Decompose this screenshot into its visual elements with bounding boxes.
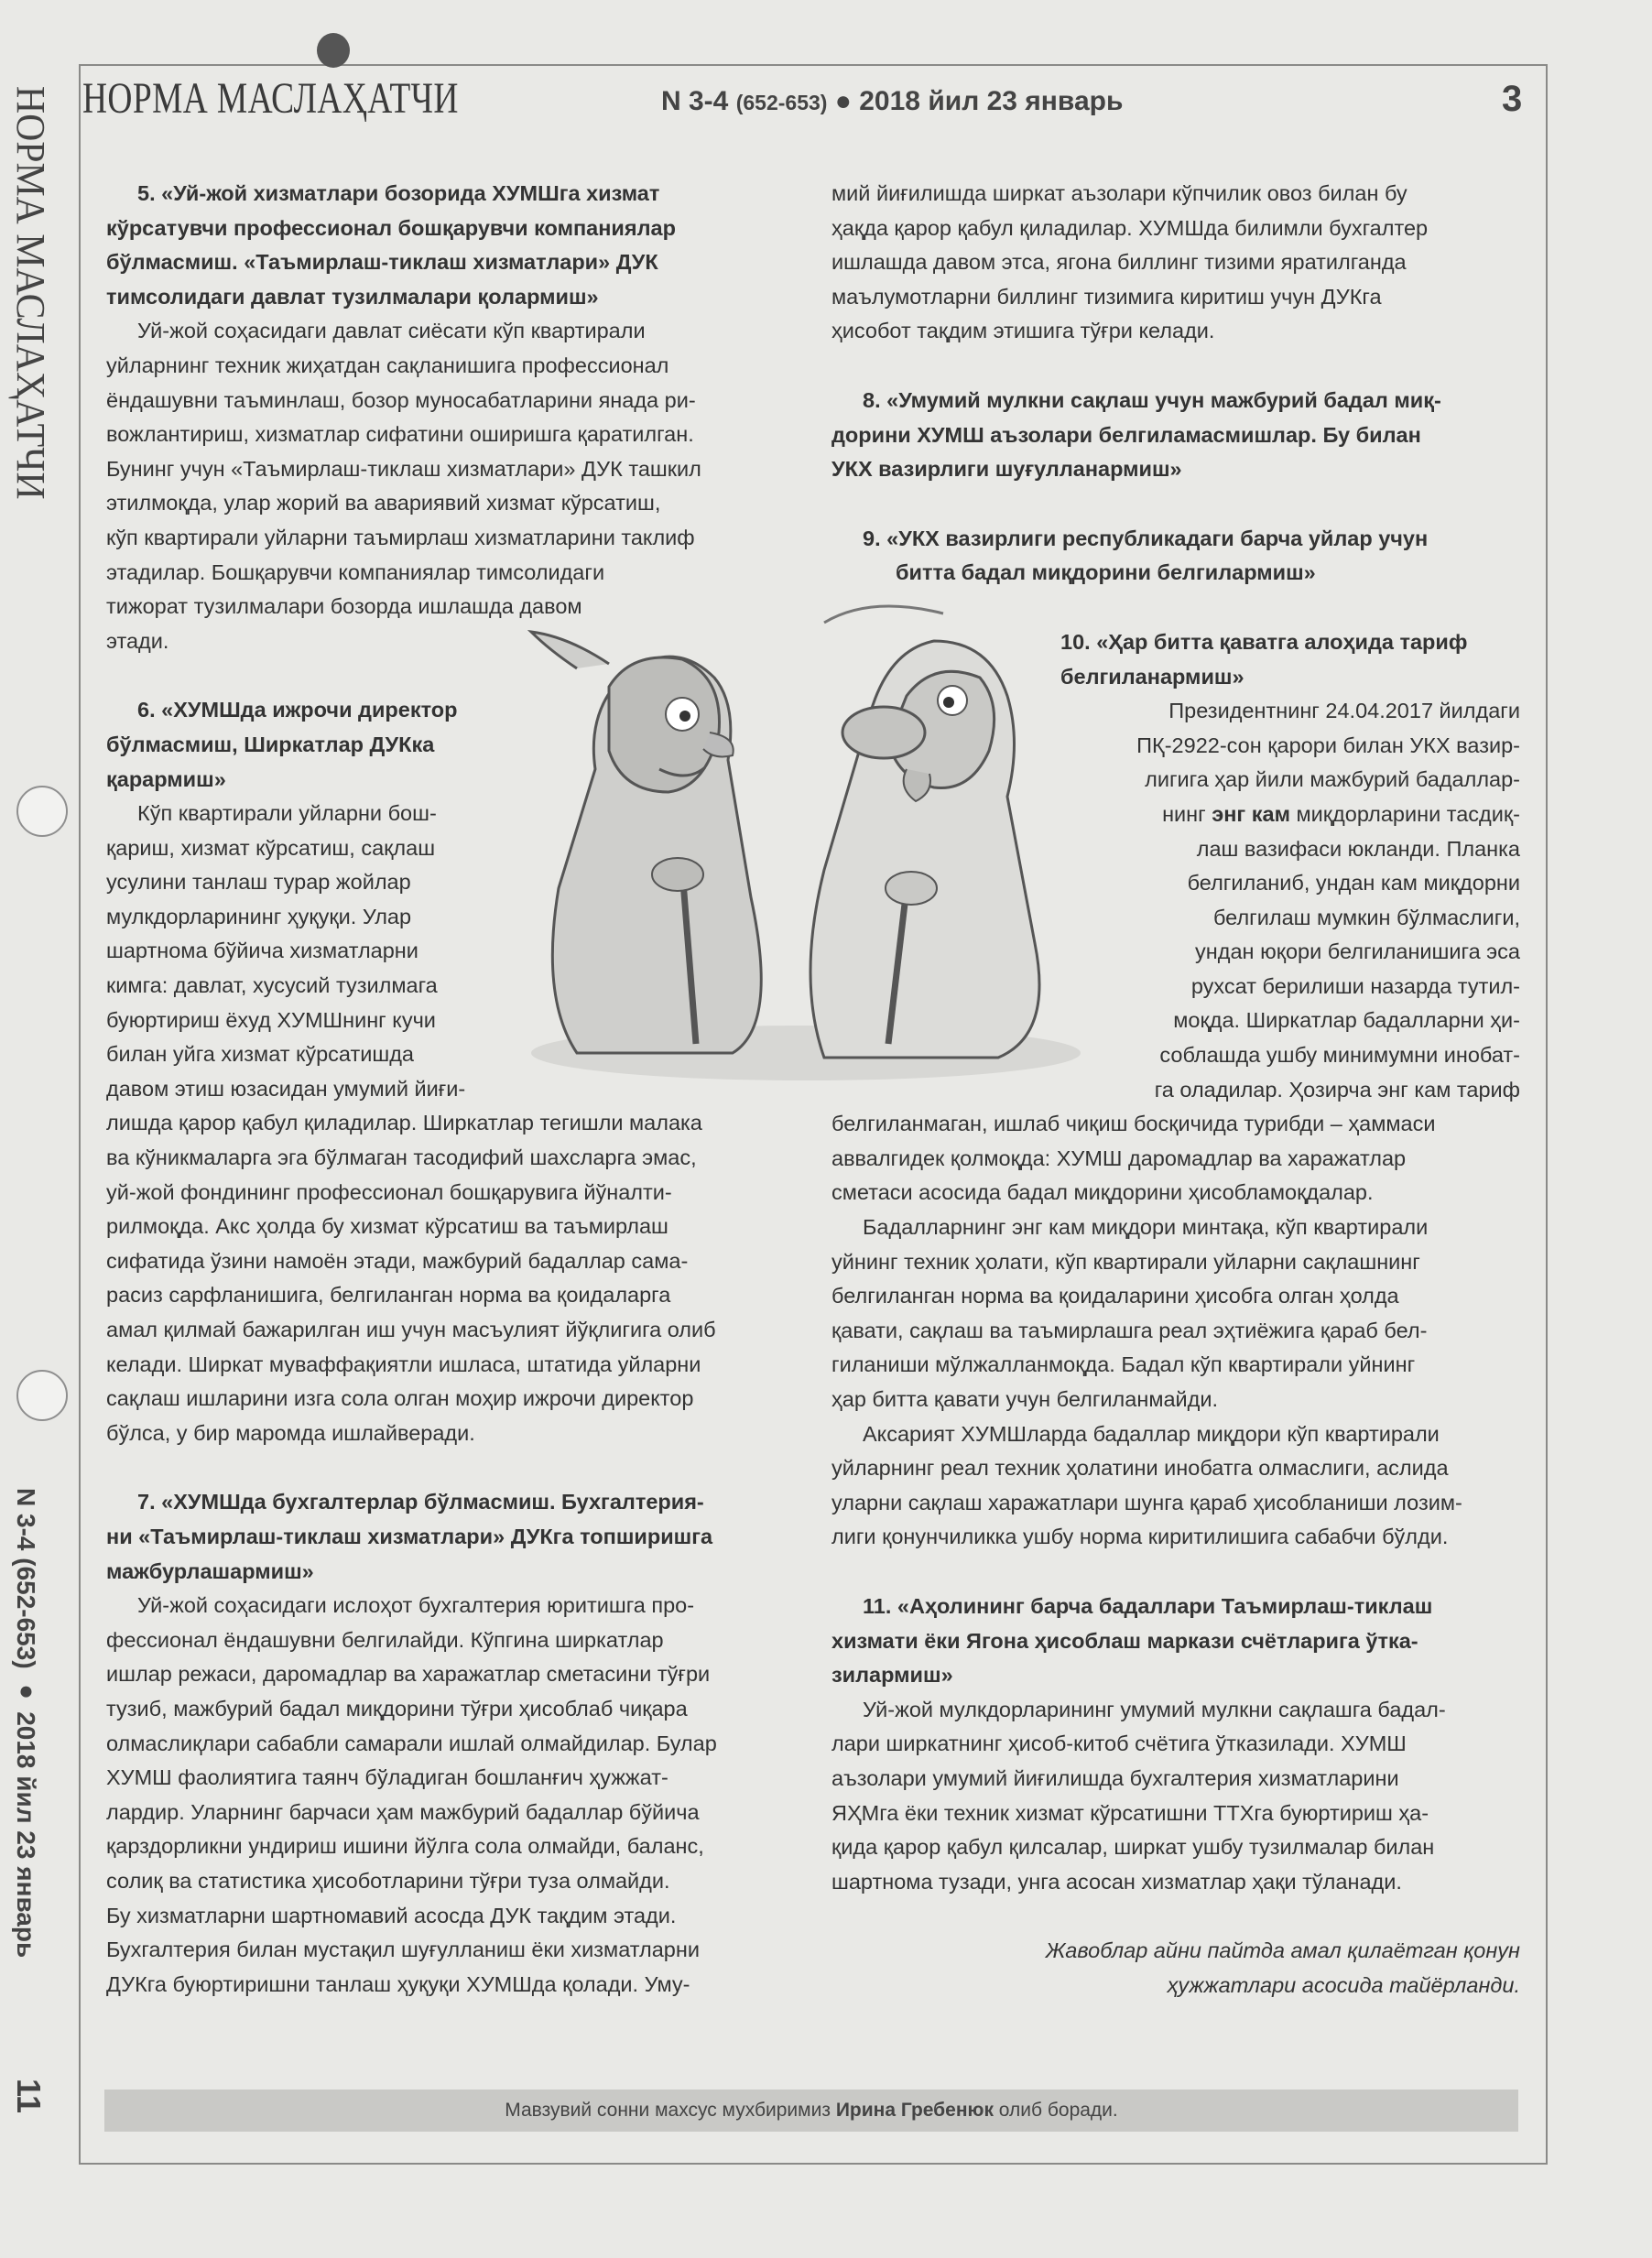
text-line: ДУКга буюртиришни танлаш ҳуқуқи ХУМШда қолади. Уму- — [106, 1971, 690, 1996]
text-line: бўлса, у бир маромда ишлайверади. — [106, 1420, 475, 1445]
text-fragment: нинг — [1162, 801, 1212, 826]
heading-line: 10. «Ҳар битта қаватга алоҳида тариф — [1060, 629, 1468, 654]
spine-issue: N 3-4 (652-653) ● 2018 йил 23 январь — [12, 1488, 40, 1959]
text-line: Президентнинг 24.04.2017 йилдаги — [1168, 699, 1520, 723]
text-line — [831, 798, 1520, 832]
text-line: Бадалларнинг энг кам миқдори минтақа, кўп квартирали — [863, 1215, 1429, 1240]
text-line: ишлашда давом этса, ягона биллинг тизими яратилганда — [831, 250, 1407, 275]
text-line: амал қилмай бажарилган иш учун масъулият йўқлигига олиб — [106, 1318, 716, 1341]
text-line: қавати, сақлаш ва таъмирлашга реал эҳтиёжига қараб бел- — [831, 1318, 1428, 1342]
text-line: лиги қонунчиликка ушбу норма киритилишига сабабчи бўлди. — [831, 1525, 1449, 1549]
text-line: уйларнинг реал техник ҳолатини инобатга олмаслиги, аслида — [831, 1456, 1449, 1481]
text-line: рилмоқда. Акс ҳолда бу хизмат кўрсатиш ва таъмирлаш — [106, 1214, 668, 1239]
heading-line: УКХ вазирлиги шуғулланармиш» — [831, 457, 1182, 482]
text-line: лишда қарор қабул қиладилар. Ширкатлар тегишли малака — [106, 1111, 702, 1135]
masthead-logo-icon — [317, 33, 350, 68]
text-line: Уй-жой мулкдорларининг умумий мулкни сақлашга бадал- — [863, 1697, 1446, 1721]
text-line: расиз сарфланишига, белгиланган норма ва қоидаларга — [106, 1283, 671, 1308]
text-line: олмаслиқлари сабабли самарали ишлай олмайдилар. Булар — [106, 1731, 717, 1755]
correspondent-name: Ирина Гребенюк — [835, 2100, 994, 2121]
text-line: ҳақда қарор қабул қиладилар. ХУМШда билимли бухгалтер — [831, 215, 1429, 240]
heading-line: мажбурлашармиш» — [106, 1558, 314, 1583]
issue-number-range: (652-653) — [735, 91, 828, 114]
text-line: кимга: давлат, хусусий тузилмага — [106, 973, 438, 998]
binder-hole — [16, 786, 68, 837]
footer-text: Мавзувий сонни махсус мухбиримиз — [505, 2100, 836, 2121]
text-line: Бу хизматларни шартномавий асосда ДУК тақдим этади. — [106, 1903, 677, 1927]
heading-line: 11. «Аҳолининг барча бадаллари Таъмирлаш-тиклаш — [863, 1593, 1433, 1618]
text-line: аъзолари умумий йиғилишда бухгалтерия хизматларини — [831, 1765, 1399, 1790]
heading-line: қарармиш» — [106, 766, 226, 791]
text-line: сифатида ўзини намоён этади, мажбурий бадаллар сама- — [106, 1248, 689, 1273]
text-line: буюртириш ёхуд ХУМШнинг кучи — [106, 1007, 436, 1032]
text-line: гиланиши мўлжалланмоқда. Бадал кўп квартирали уйнинг — [831, 1352, 1416, 1377]
left-column — [106, 177, 788, 2002]
text-line: қида қарор қабул қилсалар, ширкат ушбу тузилмалар билан — [831, 1835, 1435, 1860]
text-line: лардир. Уларнинг барчаси ҳам мажбурий бадаллар бўйича — [106, 1799, 700, 1824]
text-line: моқда. Ширкатлар бадалларни ҳи- — [1173, 1008, 1520, 1033]
text-line: сақлаш ишларини изга сола олган моҳир ижрочи директор — [106, 1386, 694, 1411]
text-line: этадилар. Бошқарувчи компаниялар тимсолидаги — [106, 559, 605, 584]
text-line: белгиланмаган, ишлаб чиқиш босқичида турибди – ҳаммаси — [831, 1112, 1436, 1136]
text-line: вожлантириш, хизматлар сифатини оширишга қаратилган. — [106, 422, 694, 447]
text-line: билан уйга хизмат кўрсатишда — [106, 1042, 414, 1067]
issue-date: 2018 йил 23 январь — [859, 86, 1124, 116]
text-line: лигига ҳар йили мажбурий бадаллар- — [1145, 767, 1520, 792]
text-line: мулкдорларининг ҳуқуқи. Улар — [106, 904, 412, 928]
text-line: ЯҲМга ёки техник хизмат кўрсатишни ТТХга буюртириш ҳа- — [831, 1800, 1429, 1825]
issue-number: N 3-4 — [661, 86, 729, 116]
spine-masthead: НОРМА МАСЛАҲАТЧИ — [8, 85, 53, 500]
text-line: қарздорликни ундириш ишини йўлга сола олмайди, баланс, — [106, 1834, 704, 1859]
masthead: НОРМА МАСЛАҲАТЧИ — [82, 74, 459, 123]
text-line: лаш вазифаси юкланди. Планка — [1196, 836, 1520, 861]
heading-line: зилармиш» — [831, 1663, 953, 1688]
heading-line: 6. «ХУМШда ижрочи директор — [137, 698, 458, 722]
footer-text: олиб боради. — [993, 2100, 1118, 2121]
text-line: солиқ ва статистика ҳисоботларини тўғри туза олмайди. — [106, 1868, 670, 1893]
text-line: Кўп квартирали уйларни бош- — [137, 801, 437, 826]
text-line: Бухгалтерия билан мустақил шуғулланиш ёки хизматларни — [106, 1938, 700, 1962]
text-line: Уй-жой соҳасидаги ислоҳот бухгалтерия юритишга про- — [137, 1593, 695, 1618]
heading-line: дорини ХУМШ аъзолари белгиламасмишлар. Бу билан — [831, 422, 1421, 447]
text-line: аввалгидек қолмоқда: ХУМШ даромадлар ва харажатлар — [831, 1145, 1407, 1170]
footer-credit — [104, 2090, 1518, 2132]
text-line: белгилаш мумкин бўлмаслиги, — [1212, 905, 1520, 929]
text-line: фессионал ёндашувни белгилайди. Кўпгина ширкатлар — [106, 1627, 664, 1652]
text-line: га оладилар. Ҳозирча энг кам тариф — [1154, 1077, 1520, 1102]
heading-line: 7. «ХУМШда бухгалтерлар бўлмасмиш. Бухгалтерия- — [137, 1490, 704, 1514]
text-line: уйларнинг техник жиҳатдан сақланишига профессионал — [106, 353, 669, 377]
heading-line: битта бадал миқдорини белгилармиш» — [896, 560, 1316, 585]
text-line: Уй-жой соҳасидаги давлат сиёсати кўп квартирали — [137, 319, 646, 343]
text-line: ҳисобот тақдим этишига тўғри келади. — [831, 319, 1215, 343]
text-line: келади. Ширкат муваффақиятли ишласа, штатида уйларни — [106, 1352, 701, 1376]
text-line: сметаси асосида бадал миқдорини ҳисобламоқдалар. — [831, 1180, 1374, 1205]
text-line: лари ширкатнинг ҳисоб-китоб счётига ўтказилади. ХУМШ — [831, 1731, 1407, 1756]
spine-page-number: 11 — [10, 2079, 48, 2114]
text-line: усулини танлаш турар жойлар — [106, 870, 411, 895]
heading-line: ни «Таъмирлаш-тиклаш хизматлари» ДУКга топширишга — [106, 1524, 713, 1548]
text-line: ҳар битта қавати учун белгиланмайди. — [831, 1387, 1219, 1411]
heading-line: 5. «Уй-жой хизматлари бозорида ХУМШга хизмат — [137, 181, 660, 205]
heading-line: 9. «УКХ вазирлиги республикадаги барча уйлар учун — [863, 526, 1429, 550]
text-line: ва кўникмаларга эга бўлмаган тасодифий шахсларга эмас, — [106, 1145, 697, 1170]
page-number: 3 — [1502, 79, 1523, 119]
text-line: кўп квартирали уйларни таъмирлаш хизматларини таклиф — [106, 525, 695, 549]
text-line: шартнома бўйича хизматларни — [106, 939, 418, 963]
note-line: ҳужжатлари асосида тайёрланди. — [1167, 1972, 1520, 1997]
heading-line: кўрсатувчи профессионал бошқарувчи компаниялар — [106, 215, 676, 240]
text-line: ундан юқори белгиланишига эса — [1195, 939, 1520, 964]
text-line: ёндашувни таъминлаш, бозор муносабатларини янада ри- — [106, 387, 696, 412]
binder-hole — [16, 1370, 68, 1421]
text-line: тузиб, мажбурий бадал миқдорини тўғри ҳисоблаб чиқара — [106, 1696, 688, 1721]
text-line: белгиланиб, ундан кам миқдорни — [1187, 871, 1520, 896]
text-line: этилмоқда, улар жорий ва авариявий хизмат кўрсатиш, — [106, 491, 661, 516]
text-line: ПҚ-2922-сон қарори билан УКХ вазир- — [1136, 733, 1520, 757]
emphasis: энг кам — [1212, 801, 1290, 826]
text-line: Аксарият ХУМШларда бадаллар миқдори кўп квартирали — [863, 1421, 1440, 1446]
text-line: Бунинг учун «Таъмирлаш-тиклаш хизматлари» ДУК ташкил — [106, 456, 701, 481]
heading-line: бўлмасмиш, Ширкатлар ДУКка — [106, 732, 435, 756]
text-line: рухсат берилиши назарда тутил- — [1190, 973, 1520, 998]
issue-info — [661, 86, 1123, 117]
text-line: белгиланган норма ва қоидаларини ҳисобга олган ҳолда — [831, 1284, 1399, 1308]
text-line: маълумотларни биллинг тизимига киритиш учун ДУКга — [831, 284, 1382, 309]
heading-line: хизмати ёки Ягона ҳисоблаш маркази счётларига ўтка- — [831, 1628, 1418, 1653]
text-line: уйнинг техник ҳолати, кўп квартирали уйларни сақлашнинг — [831, 1249, 1420, 1274]
text-line: ХУМШ фаолиятига таянч бўладиган бошланғич ҳужжат- — [106, 1765, 668, 1790]
text-line: соблашда ушбу минимумни инобат- — [1159, 1043, 1520, 1068]
note-line: Жавоблар айни пайтда амал қилаётган қонун — [1045, 1938, 1520, 1963]
text-line: этади. — [106, 628, 169, 653]
text-line: қариш, хизмат кўрсатиш, сақлаш — [106, 835, 436, 860]
right-column — [831, 177, 1520, 2003]
heading-line: белгиланармиш» — [1060, 664, 1244, 689]
text-line: давом этиш юзасидан умумий йиғи- — [106, 1076, 466, 1101]
text-fragment: миқдорларини тасдиқ- — [1289, 801, 1520, 826]
text-line: уй-жой фондининг профессионал бошқарувига йўналти- — [106, 1179, 672, 1204]
text-line: тижорат тузилмалари бозорда ишлашда давом — [106, 594, 582, 619]
text-line: шартнома тузади, унга асосан хизматлар ҳақи тўланади. — [831, 1869, 1402, 1894]
bullet-icon: ● — [834, 86, 852, 116]
heading-line: тимсолидаги давлат тузилмалари қолармиш» — [106, 284, 599, 309]
text-line: уларни сақлаш харажатлари шунга қараб ҳисобланиши лозим- — [831, 1490, 1462, 1514]
text-line: ишлар режаси, даромадлар ва харажатлар сметасини тўғри — [106, 1662, 711, 1687]
heading-line: 8. «Умумий мулкни сақлаш учун мажбурий бадал миқ- — [863, 387, 1441, 412]
text-line: мий йиғилишда ширкат аъзолари кўпчилик овоз билан бу — [831, 181, 1407, 205]
heading-line: бўлмасмиш. «Таъмирлаш-тиклаш хизматлари» ДУК — [106, 250, 658, 275]
